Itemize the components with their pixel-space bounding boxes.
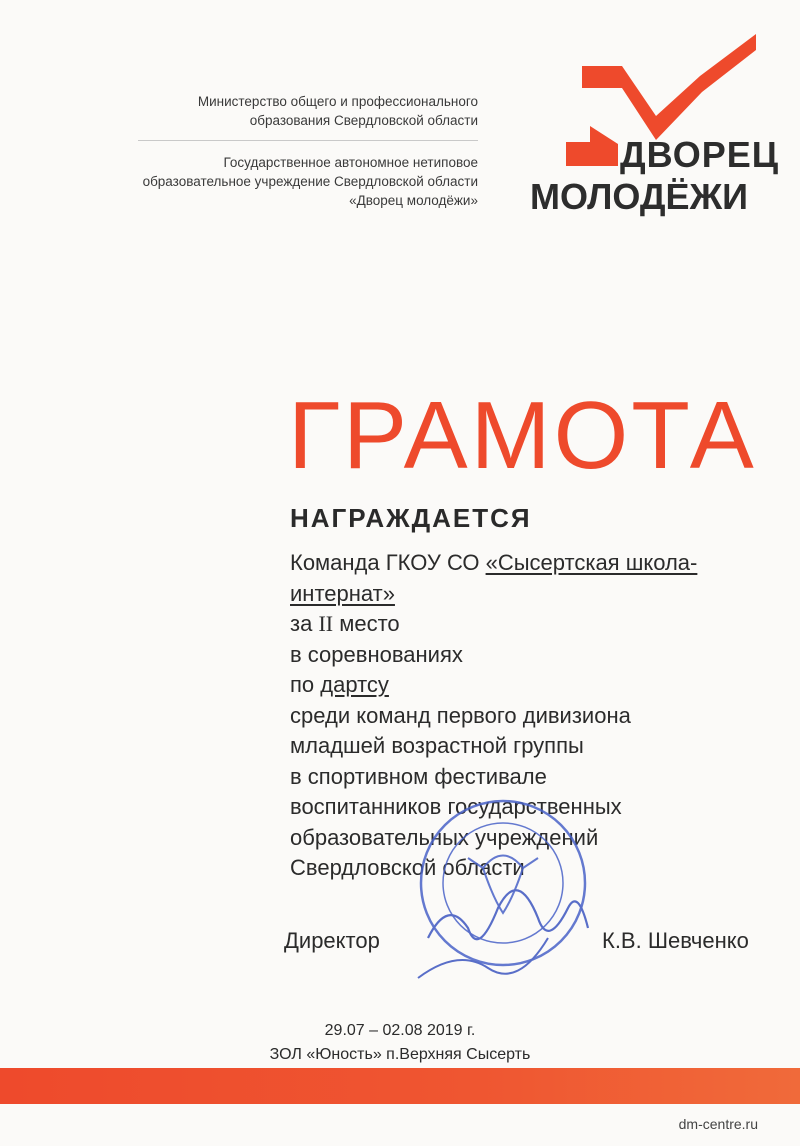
institution-block xyxy=(58,153,478,210)
body-line-3-rest: место xyxy=(333,611,400,636)
body-line-2-handwritten: интернат» xyxy=(290,580,395,606)
logo-text-line-2: МОЛОДЁЖИ xyxy=(530,176,749,217)
ministry-block xyxy=(58,92,478,130)
signer-name: К.В. Шевченко xyxy=(602,928,749,953)
body-line-1 xyxy=(290,548,770,579)
award-label: НАГРАЖДАЕТСЯ xyxy=(290,503,532,533)
body-line-3-print: за xyxy=(290,611,319,636)
body-line-2 xyxy=(290,579,770,610)
header-divider xyxy=(138,140,478,141)
logo-text-line-1: ДВОРЕЦ xyxy=(620,134,780,175)
body-line-3 xyxy=(290,609,770,640)
document-title: ГРАМОТА xyxy=(288,382,757,489)
body-line-6: среди команд первого дивизиона xyxy=(290,702,631,728)
signer-role: Директор xyxy=(284,928,380,953)
body-line-1-handwritten: «Сысертская школа- xyxy=(485,550,698,575)
official-stamp-icon xyxy=(398,788,598,998)
body-line-5-handwritten: дартсу xyxy=(320,672,389,697)
body-line-5 xyxy=(290,670,770,701)
institution-line-2: образовательное учреждение Свердловской области xyxy=(142,174,478,189)
footer-site-link[interactable]: dm-centre.ru xyxy=(678,1116,758,1132)
footer-band xyxy=(0,1068,800,1104)
institution-line-1: Государственное автономное нетиповое xyxy=(223,155,478,170)
body-line-4: в соревнованиях xyxy=(290,641,463,667)
event-dates: 29.07 – 02.08 2019 г. xyxy=(324,1022,476,1039)
institution-line-3: «Дворец молодёжи» xyxy=(349,193,478,208)
body-line-10: образовательных учреждений xyxy=(290,824,599,850)
place-number: II xyxy=(318,611,334,636)
body-line-8: в спортивном фестивале xyxy=(290,763,547,789)
body-line-7: младшей возрастной группы xyxy=(290,733,584,758)
body-line-11: Свердловской области xyxy=(290,855,525,880)
body-line-5-print: по xyxy=(290,672,321,697)
header-organizations xyxy=(58,92,478,210)
ministry-line-2: образования Свердловской области xyxy=(249,113,478,128)
event-place: ЗОЛ «Юность» п.Верхняя Сысерть xyxy=(269,1046,531,1063)
ministry-line-1: Министерство общего и профессионального xyxy=(197,94,478,109)
body-line-9: воспитанников государственных xyxy=(290,794,622,819)
body-line-1-print: Команда ГКОУ СО xyxy=(290,550,486,575)
